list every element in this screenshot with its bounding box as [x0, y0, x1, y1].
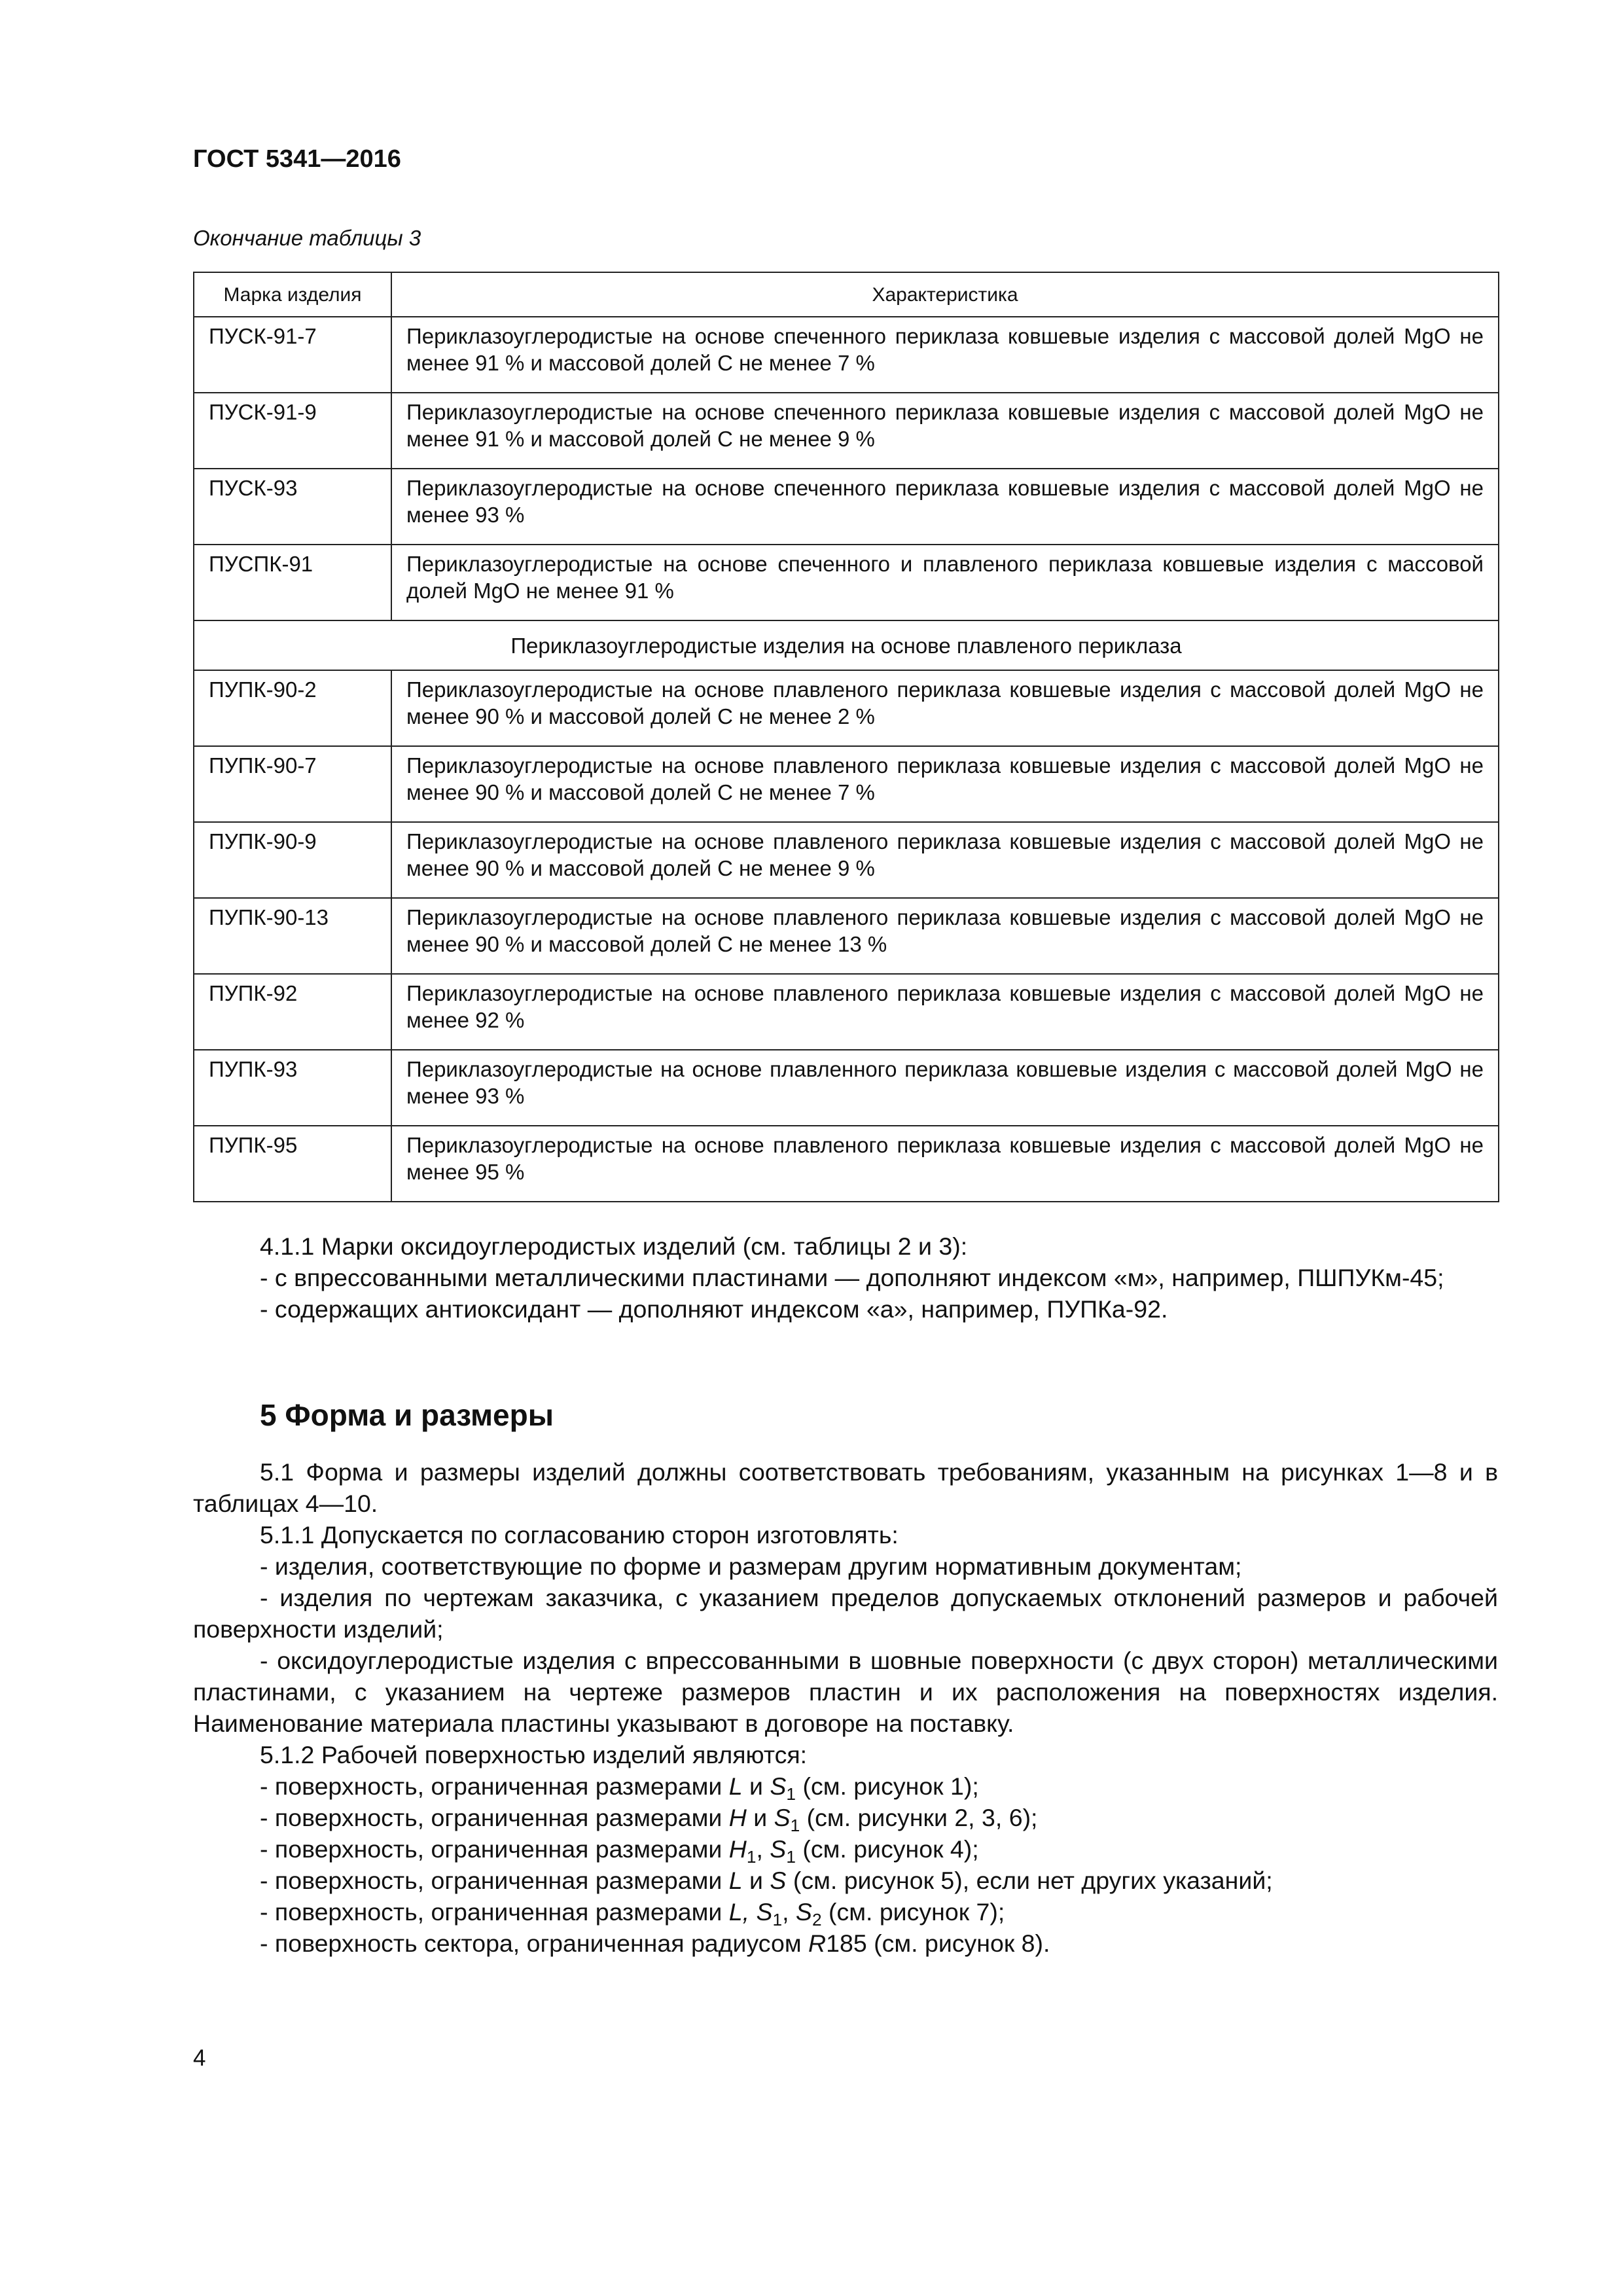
product-mark: ПУПК-95 — [194, 1126, 391, 1202]
group-heading: Периклазоуглеродистые изделия на основе плавленого периклаза — [194, 620, 1499, 670]
product-characteristic: Периклазоуглеродистые на основе спеченного периклаза ковшевые изделия с массовой долей MgO не менее 93 % — [391, 469, 1499, 545]
product-mark: ПУСК-91-7 — [194, 317, 391, 393]
document-header: ГОСТ 5341—2016 — [193, 145, 401, 173]
product-characteristic: Периклазоуглеродистые на основе спеченного периклаза ковшевые изделия с массовой долей MgO не менее 91 % и массовой долей С не менее 9 % — [391, 393, 1499, 469]
product-characteristic: Периклазоуглеродистые на основе плавленного периклаза ковшевые изделия с массовой долей MgO не менее 93 % — [391, 1050, 1499, 1126]
table-3-continuation — [193, 272, 1499, 1202]
paragraph-5-1-1: 5.1.1 Допускается по согласованию сторон изготовлять: — [260, 1521, 899, 1549]
table-row — [194, 670, 1499, 746]
product-mark: ПУПК-90-2 — [194, 670, 391, 746]
list-item: - поверхность, ограниченная размерами L и S (см. рисунок 5), если нет других указаний; — [260, 1867, 1273, 1894]
product-mark: ПУПК-90-7 — [194, 746, 391, 822]
table-row — [194, 545, 1499, 620]
table-row — [194, 746, 1499, 822]
paragraph-4-1-1 — [193, 1230, 1498, 1325]
product-mark: ПУПК-93 — [194, 1050, 391, 1126]
list-item: - поверхность сектора, ограниченная радиусом R185 (см. рисунок 8). — [260, 1929, 1050, 1957]
paragraph-5-1-2: 5.1.2 Рабочей поверхностью изделий являются: — [260, 1741, 808, 1768]
list-item: - с впрессованными металлическими пластинами — дополняют индексом «м», например, ПШПУКм-45; — [260, 1264, 1444, 1291]
table-row — [194, 898, 1499, 974]
table-group-row — [194, 620, 1499, 670]
product-characteristic: Периклазоуглеродистые на основе плавленого периклаза ковшевые изделия с массовой долей MgO не менее 90 % и массовой долей С не менее 7 % — [391, 746, 1499, 822]
product-characteristic: Периклазоуглеродистые на основе плавленого периклаза ковшевые изделия с массовой долей MgO не менее 92 % — [391, 974, 1499, 1050]
table-row — [194, 822, 1499, 898]
list-item: - поверхность, ограниченная размерами $H_1$, $S_1$ (см. рисунок 4); — [260, 1835, 979, 1867]
page-number: 4 — [193, 2045, 206, 2071]
table-row — [194, 1126, 1499, 1202]
column-header-characteristic: Характеристика — [391, 272, 1499, 317]
list-item: - поверхность, ограниченная размерами L, $S_1$, $S_2$ (см. рисунок 7); — [260, 1898, 1005, 1929]
product-mark: ПУСК-91-9 — [194, 393, 391, 469]
product-characteristic: Периклазоуглеродистые на основе плавленого периклаза ковшевые изделия с массовой долей MgO не менее 90 % и массовой долей С не менее 2 % — [391, 670, 1499, 746]
list-item: - изделия по чертежам заказчика, с указанием пределов допускаемых отклонений размеров и рабочей поверхности изделий; — [193, 1584, 1498, 1643]
list-item: - изделия, соответствующие по форме и размерам другим нормативным документам; — [260, 1552, 1242, 1580]
table-row — [194, 974, 1499, 1050]
list-item: - оксидоуглеродистые изделия с впрессованными в шовные поверхности (с двух сторон) металлическими пластинами, с указанием на чертеже размеров пластин и их расположения на поверхностях изделия. Наименование материала пластины указывают в договоре на поставку. — [193, 1647, 1498, 1737]
product-mark: ПУСК-93 — [194, 469, 391, 545]
product-mark: ПУПК-90-13 — [194, 898, 391, 974]
table-row — [194, 317, 1499, 393]
product-mark: ПУПК-92 — [194, 974, 391, 1050]
product-mark: ПУСПК-91 — [194, 545, 391, 620]
product-characteristic: Периклазоуглеродистые на основе плавленого периклаза ковшевые изделия с массовой долей MgO не менее 90 % и массовой долей С не менее 13 % — [391, 898, 1499, 974]
product-mark: ПУПК-90-9 — [194, 822, 391, 898]
section-title: 5 Форма и размеры — [260, 1398, 554, 1432]
column-header-mark: Марка изделия — [194, 272, 391, 317]
table-row — [194, 393, 1499, 469]
list-item: - содержащих антиоксидант — дополняют индексом «а», например, ПУПКа-92. — [260, 1295, 1168, 1323]
table-row — [194, 469, 1499, 545]
table-row — [194, 1050, 1499, 1126]
paragraph-intro: 4.1.1 Марки оксидоуглеродистых изделий (см. таблицы 2 и 3): — [260, 1232, 968, 1260]
table-caption: Окончание таблицы 3 — [193, 226, 421, 250]
table-header-row — [194, 272, 1499, 317]
list-item: - поверхность, ограниченная размерами H и $S_1$ (см. рисунки 2, 3, 6); — [260, 1804, 1038, 1835]
product-characteristic: Периклазоуглеродистые на основе плавленого периклаза ковшевые изделия с массовой долей MgO не менее 90 % и массовой долей С не менее 9 % — [391, 822, 1499, 898]
paragraph-5-1: 5.1 Форма и размеры изделий должны соответствовать требованиям, указанным на рисунках 1—8 и в таблицах 4—10. — [193, 1458, 1498, 1517]
product-characteristic: Периклазоуглеродистые на основе спеченного и плавленого периклаза ковшевые изделия с массовой долей MgO не менее 91 % — [391, 545, 1499, 620]
product-characteristic: Периклазоуглеродистые на основе плавленого периклаза ковшевые изделия с массовой долей MgO не менее 95 % — [391, 1126, 1499, 1202]
list-item: - поверхность, ограниченная размерами L и $S_1$ (см. рисунок 1); — [260, 1772, 979, 1804]
section-5-body — [193, 1456, 1498, 1959]
product-characteristic: Периклазоуглеродистые на основе спеченного периклаза ковшевые изделия с массовой долей MgO не менее 91 % и массовой долей С не менее 7 % — [391, 317, 1499, 393]
